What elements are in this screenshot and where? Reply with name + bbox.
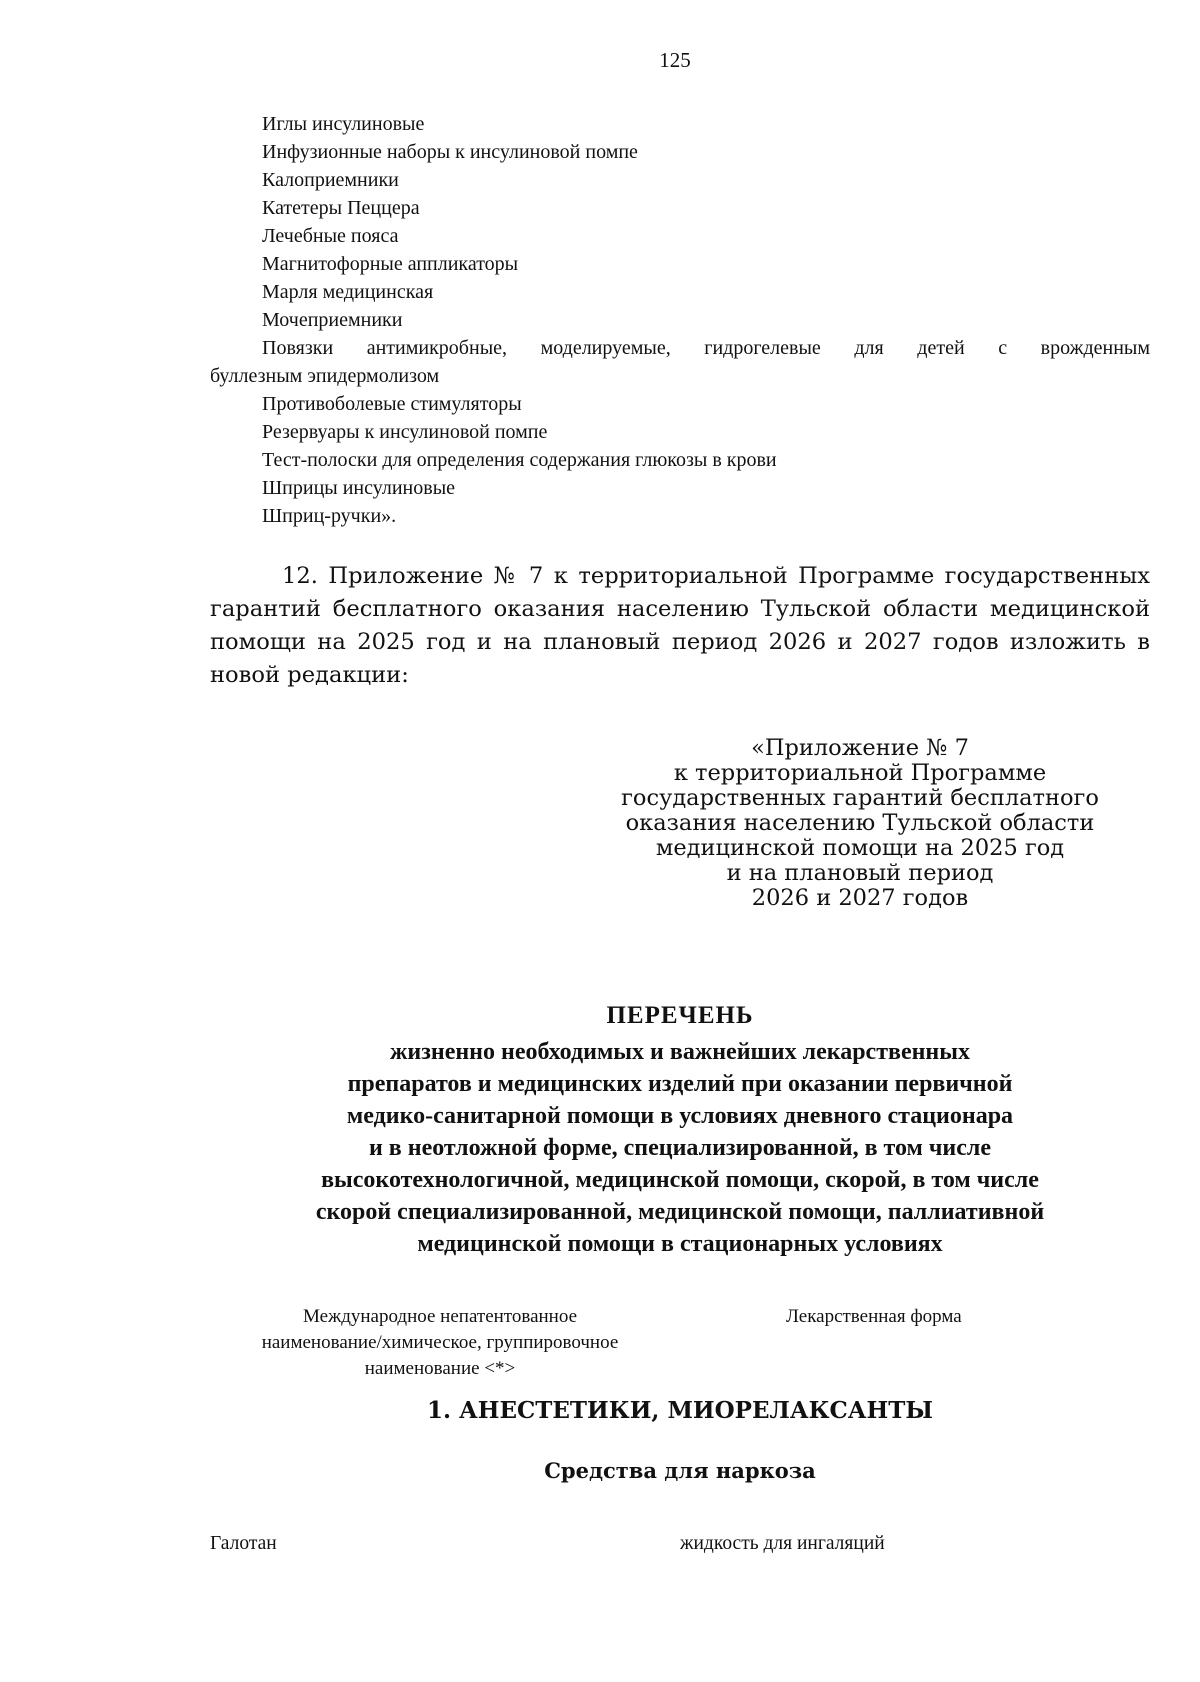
heading-line: медико-санитарной помощи в условиях дневного стационара	[346, 1103, 1014, 1129]
appendix-line: 2026 и 2027 годов	[751, 885, 969, 911]
appendix-line: «Приложение № 7	[751, 735, 969, 761]
list-item: Магнитофорные аппликаторы	[262, 253, 519, 275]
heading-line: и в неотложной форме, специализированной, в том числе	[368, 1135, 992, 1161]
heading-line: высокотехнологичной, медицинской помощи, скорой, в том числе	[321, 1167, 1039, 1193]
heading-title: ПЕРЕЧЕНЬ	[606, 1002, 754, 1029]
appendix-line: государственных гарантий бесплатного	[621, 785, 1099, 811]
heading-line: жизненно необходимых и важнейших лекарственных	[390, 1039, 970, 1065]
list-item-line-1: Повязки антимикробные, моделируемые, гидрогелевые для детей с врожденным	[262, 337, 1150, 359]
column-header-line: наименование/химическое, группировочное	[261, 1332, 619, 1353]
appendix-line: медицинской помощи на 2025 год	[655, 835, 1065, 861]
appendix-line: оказания населению Тульской области	[625, 810, 1095, 836]
appendix-header	[600, 736, 1120, 911]
appendix-line: к территориальной Программе	[673, 760, 1047, 786]
list-item: Шприц-ручки».	[262, 505, 397, 527]
list-item: Калоприемники	[262, 169, 399, 191]
list-item: Резервуары к инсулиновой помпе	[262, 421, 548, 443]
list-item: Противоболевые стимуляторы	[262, 393, 522, 415]
list-item: Инфузионные наборы к инсулиновой помпе	[262, 141, 638, 163]
amendment-paragraph: 12. Приложение № 7 к территориальной Программе государственных гарантий бесплатного оказания населению Тульской области медицинской помощи на 2025 год и на плановый период 2026 и 2027 годов изложить в новой редакции:	[210, 563, 1150, 688]
heading-line: медицинской помощи в стационарных условиях	[417, 1231, 943, 1257]
list-item: Мочеприемники	[262, 309, 403, 331]
device-list	[210, 110, 1150, 530]
table-row-form: жидкость для ингаляций	[680, 1533, 885, 1554]
list-item: Шприцы инсулиновые	[262, 477, 456, 499]
column-header-name	[200, 1304, 680, 1382]
list-item-wrapped	[210, 334, 1150, 390]
list-item-line-2: буллезным эпидермолизом	[210, 365, 440, 387]
column-header-line: Международное непатентованное	[303, 1306, 577, 1327]
table-row-name: Галотан	[210, 1533, 277, 1554]
list-item: Тест-полоски для определения содержания глюкозы в крови	[262, 449, 777, 471]
list-item: Катетеры Пеццера	[262, 197, 420, 219]
list-item: Марля медицинская	[262, 281, 434, 303]
appendix-line: и на плановый период	[726, 860, 994, 886]
heading-line: скорой специализированной, медицинской помощи, паллиативной	[315, 1199, 1045, 1225]
column-header-line: наименование <*>	[364, 1358, 516, 1379]
section-title: 1. АНЕСТЕТИКИ, МИОРЕЛАКСАНТЫ	[426, 1397, 934, 1424]
subsection-title: Средства для наркоза	[544, 1458, 816, 1483]
heading-line: препаратов и медицинских изделий при оказании первичной	[347, 1071, 1013, 1097]
list-item: Иглы инсулиновые	[262, 113, 425, 135]
list-item: Лечебные пояса	[262, 225, 399, 247]
page-number: 125	[659, 48, 691, 72]
list-heading	[210, 1000, 1150, 1260]
column-header-form: Лекарственная форма	[786, 1306, 962, 1327]
